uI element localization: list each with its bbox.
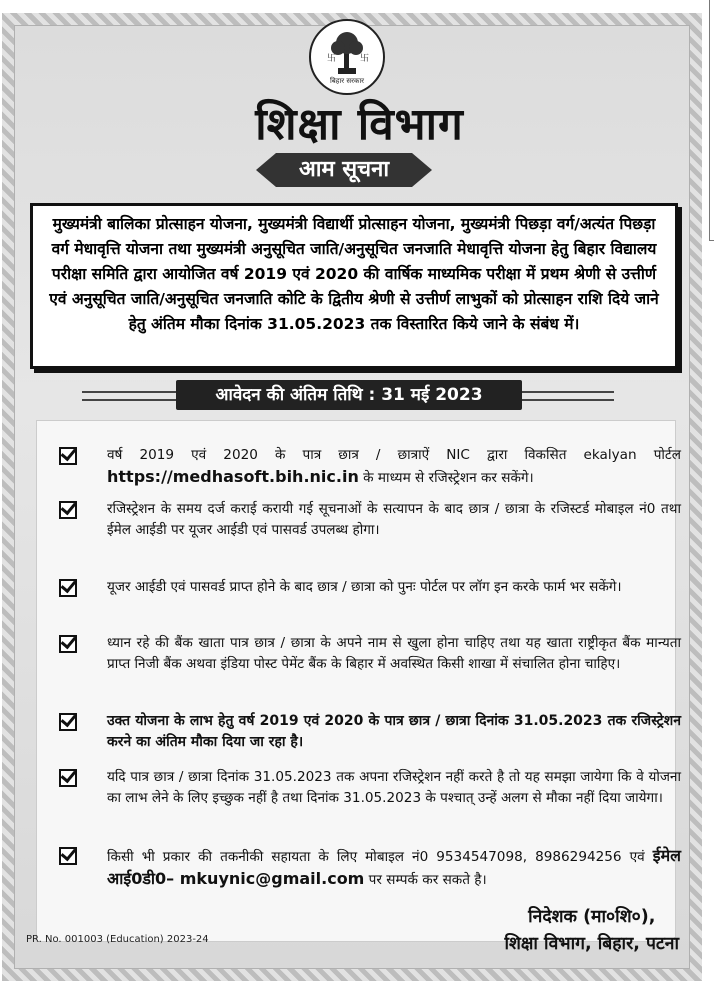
list-item-text: यदि पात्र छात्र / छात्रा दिनांक 31.05.2023 तक अपना रजिस्ट्रेशन नहीं करते है तो यह समझा जायेगा कि वे योजना का लाभ लेने के लिए इच्छुक नहीं है तथा दिनांक 31.05.2023 के पश्चात् उन्हें अलग से मौका नहीं दिया जायेगा।: [107, 769, 681, 806]
notice-text: मुख्यमंत्री बालिका प्रोत्साहन योजना, मुख्यमंत्री विद्यार्थी प्रोत्साहन योजना, मुख्यमंत्री पिछड़ा वर्ग/अत्यंत पिछड़ा वर्ग मेधावृत्ति योजना तथा मुख्यमंत्री अनुसूचित जाति/अनुसूचित जनजाति मेधावृत्ति योजना हेतु बिहार विद्यालय परीक्षा समिति द्वारा आयोजित वर्ष 2019 एवं 2020 की वार्षिक माध्यमिक परीक्षा में प्रथम श्रेणी से उत्तीर्ण एवं अनुसूचित जाति/अनुसूचित जनजाति कोटि के द्वितीय श्रेणी से उत्तीर्ण लाभुकों को प्रोत्साहन राशि दिये जाने हेतु अंतिम मौका दिनांक 31.05.2023 तक विस्तारित किये जाने के संबंध में।: [49, 215, 659, 333]
checkbox-checked-icon: [59, 769, 77, 787]
bihar-emblem: [309, 19, 385, 95]
signatory-block: [504, 904, 679, 958]
checkbox-checked-icon: [59, 579, 77, 597]
list-item-text: [107, 445, 681, 489]
pr-number: PR. No. 001003 (Education) 2023-24: [26, 934, 209, 945]
subtitle-banner: [256, 153, 432, 187]
item-text-post: के माध्यम से रजिस्ट्रेशन कर सकेंगे।: [358, 470, 534, 486]
list-item-text: ध्यान रहे की बैंक खाता पात्र छात्र / छात्रा के अपने नाम से खुला होना चाहिए तथा यह खाता राष्ट्रीकृत बैंक मान्यता प्राप्त निजी बैंक अथवा इंडिया पोस्ट पेमेंट बैंक के बिहार में अवस्थित किसी शाखा में संचालित होना चाहिए।: [107, 635, 681, 672]
item-text-post: पर सम्पर्क कर सकते है।: [364, 872, 487, 888]
page-title: शिक्षा विभाग: [255, 99, 464, 150]
list-item-text: रजिस्ट्रेशन के समय दर्ज कराई करायी गई सूचनाओं के सत्यापन के बाद छात्र / छात्रा के रजिस्टर्ड मोबाइल नं0 तथा ईमेल आईडी पर यूजर आईडी एवं पासवर्ड उपलब्ध होगा।: [107, 501, 681, 538]
deadline-row: [46, 380, 650, 410]
checkbox-checked-icon: [59, 447, 77, 465]
item-text-pre: वर्ष 2019 एवं 2020 के पात्र छात्र / छात्राऐं NIC द्वारा विकसित ekalyan पोर्टल: [107, 447, 681, 463]
checkbox-checked-icon: [59, 847, 77, 865]
signatory-department: शिक्षा विभाग, बिहार, पटना: [504, 934, 679, 954]
deadline-label: आवेदन की अंतिम तिथि : 31 मई 2023: [176, 380, 522, 410]
checkbox-checked-icon: [59, 501, 77, 519]
list-item-text: [107, 845, 681, 891]
list-item-text: उक्त योजना के लाभ हेतु वर्ष 2019 एवं 2020 के पात्र छात्र / छात्रा दिनांक 31.05.2023 तक रजिस्ट्रेशन करने का अंतिम मौका दिया जा रहा है।: [107, 713, 681, 750]
signatory-title: निदेशक (मा०शि०),: [528, 907, 656, 927]
checkbox-checked-icon: [59, 713, 77, 731]
banner-right-arrow-icon: [412, 153, 432, 187]
instructions-list: [36, 420, 681, 942]
item-text-pre: किसी भी प्रकार की तकनीकी सहायता के लिए मोबाइल नं0 9534547098, 8986294256 एवं: [107, 849, 653, 865]
portal-url: https://medhasoft.bih.nic.in: [107, 467, 359, 486]
checkbox-checked-icon: [59, 635, 77, 653]
list-item-text: यूजर आईडी एवं पासवर्ड प्राप्त होने के बाद छात्र / छात्रा को पुनः पोर्टल पर लॉग इन करके फार्म भर सकेंगे।: [107, 579, 622, 595]
svg-text:卐: 卐: [327, 54, 337, 64]
banner-left-arrow-icon: [256, 153, 276, 187]
svg-text:卐: 卐: [360, 54, 370, 64]
notice-box: [30, 203, 678, 369]
contact-email: ईमेल आई0डी0– mkuynic@gmail.com: [107, 846, 681, 888]
subtitle: आम सूचना: [276, 153, 412, 187]
emblem-caption: बिहार सरकार: [329, 77, 365, 85]
